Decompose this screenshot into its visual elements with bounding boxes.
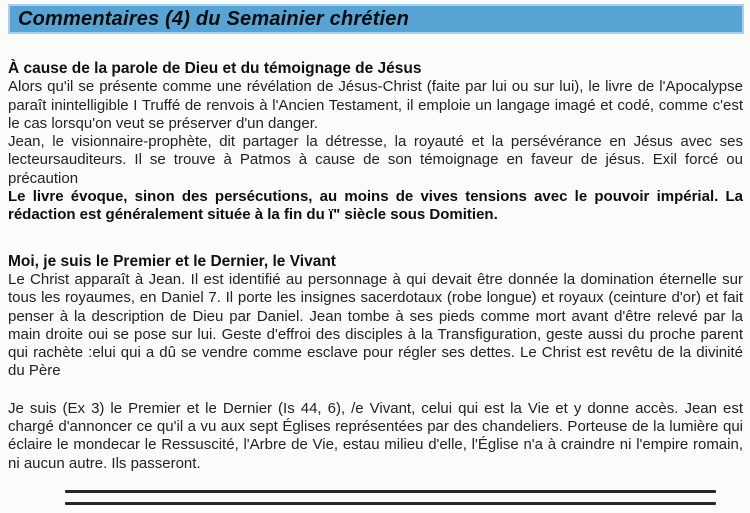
footer-rules <box>65 490 716 505</box>
paragraph: Jean, le visionnaire-prophète, dit partager la détresse, la royauté et la persévérance en Jésus avec ses lecteursauditeurs. Il se trouve à Patmos à cause de son témoignage en faveur de jésus. Exil forcé ou précaution <box>8 133 743 187</box>
section-heading: Moi, je suis le Premier et le Dernier, le Vivant <box>8 252 336 270</box>
paragraph-emphasis: Le livre évoque, sinon des persécutions, au moins de vives tensions avec le pouvoir impérial. La rédaction est généralement située à la fin du ï" siècle sous Domitien. <box>8 188 743 224</box>
document-title: Commentaires (4) du Semainier chrétien <box>18 7 410 30</box>
section-apocalypse <box>8 60 743 225</box>
paragraph: Je suis (Ex 3) le Premier et le Dernier (Is 44, 6), /e Vivant, celui qui est la Vie et y donne accès. Jean est chargé d'annoncer ce qu'il a vu aux sept Églises représentées par des chandeliers. Porteuse de la lumière qui éclaire le mondecar le Ressuscité, l'Arbre de Vie, estau milieu d'elle, l'Église n'a à craindre ni l'empire romain, ni aucun autre. Ils passeront. <box>8 399 743 472</box>
paragraph: Alors qu'il se présente comme une révélation de Jésus-Christ (faite par lui ou sur lui), le livre de l'Apocalypse paraît inintelligible I Truffé de renvois à l'Ancien Testament, il emploie un langage imagé et codé, comme c'est le cas lorsqu'on veut se préserver d'un danger. <box>8 78 743 132</box>
section-premier-dernier <box>8 253 743 473</box>
document-body <box>8 60 743 473</box>
footer-rule-1 <box>65 490 716 493</box>
section-heading: À cause de la parole de Dieu et du témoignage de Jésus <box>8 60 422 77</box>
document-title-bar <box>8 4 744 34</box>
footer-rule-2 <box>65 502 716 505</box>
paragraph: Le Christ apparaît à Jean. Il est identifié au personnage à qui devait être donnée la domination éternelle sur tous les royaumes, en Daniel 7. Il porte les insignes sacerdotaux (robe longue) et royaux (ceinture d'or) et fait penser à la description de Dieu par Daniel. Jean tombe à ses pieds comme mort avant d'être relevé par la main droite oui se pose sur lui. Geste d'effroi des disciples à la Transfiguration, geste aussi du proche parent qui rachète :elui qui a dû se vendre comme esclave pour régler ses dettes. Le Christ est revêtu de la divinité du Père <box>8 270 743 380</box>
